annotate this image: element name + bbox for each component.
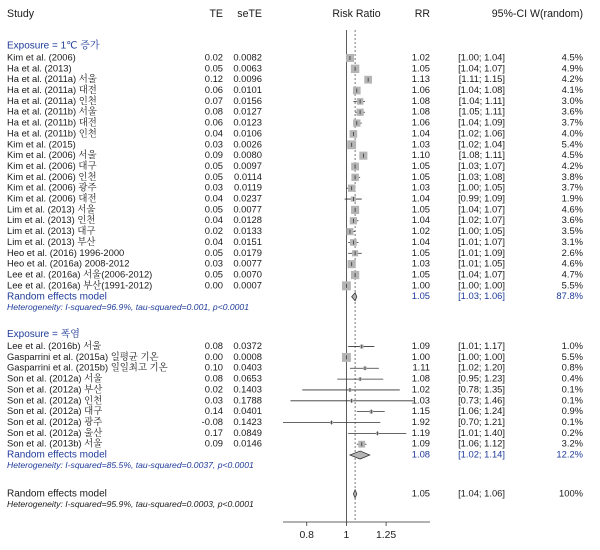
g1-study-2-te: 0.05 [204,62,223,74]
g1-study-13-sete: 0.0119 [234,181,262,193]
g1-study-13-label: Kim et al. (2006) 광주 [7,181,97,193]
g1-study-11-te: 0.05 [204,159,223,171]
g2-study-7-ci: [1.06; 1.24] [458,405,505,417]
g2-study-2-label: Gasparrini et al. (2015a) 일평균 기온 [7,350,159,362]
g2-study-3-ci: [1.02; 1.20] [458,361,505,373]
g2-study-6-weight: 0.1% [561,394,583,406]
x-tick-label-2: 1 [343,529,350,541]
g1-study-14-te: 0.04 [204,192,223,204]
g1-study-3-sete: 0.0096 [233,73,262,85]
g2-study-1-label: Lee et al. (2016b) 서울 [7,340,102,352]
g1-study-8-rr: 1.04 [411,127,430,139]
g1-study-22-te: 0.00 [204,279,223,291]
g1-study-12-ci: [1.03; 1.08] [458,170,505,182]
g2-study-7-weight: 0.9% [561,405,583,417]
g1-study-22-ci: [1.00; 1.00] [458,279,505,291]
g1-study-7-weight: 3.7% [561,116,583,128]
g1-study-5-rr: 1.08 [411,94,430,106]
g1-study-7-sete: 0.0123 [233,116,262,128]
g1-study-5-te: 0.07 [204,94,223,106]
g2-study-7-sete: 0.0401 [233,405,262,417]
g2-study-3-weight: 0.8% [561,361,583,373]
g2-study-6-rr: 1.03 [411,394,430,406]
g1-study-5-weight: 3.0% [561,94,583,106]
g2-study-10-te: 0.09 [204,437,223,449]
g2-study-2-sete: 0.0008 [233,350,262,362]
header-rr: RR [414,7,430,20]
g2-study-3-label: Gasparrini et al. (2015b) 일일최고 기온 [7,361,168,373]
g1-study-6-rr: 1.08 [411,105,430,117]
g1-study-16-label: Lim et al. (2013) 인천 [7,214,96,226]
g1-study-7-ci: [1.04; 1.09] [458,116,505,128]
group-2-summary-diamond [350,451,370,459]
g1-study-20-rr: 1.03 [411,257,430,269]
g1-study-7-te: 0.06 [204,116,223,128]
g1-study-15-rr: 1.05 [411,203,430,215]
g1-study-21-weight: 4.7% [561,268,583,280]
g1-study-4-weight: 4.1% [561,84,583,96]
g1-study-18-te: 0.04 [204,235,223,247]
group-1-title: Exposure = 1℃ 증가 [7,40,100,52]
g1-study-13-rr: 1.03 [411,181,430,193]
g1-study-21-ci: [1.04; 1.07] [458,268,505,280]
g1-study-15-ci: [1.04; 1.07] [458,203,505,215]
overall-summary-weight: 100% [559,487,583,499]
g2-study-6-label: Son et al. (2012a) 인천 [7,394,103,406]
g1-study-11-label: Kim et al. (2006) 대구 [7,159,97,171]
g2-study-10-rr: 1.09 [411,437,430,449]
g2-study-8-sete: 0.1423 [233,415,262,427]
g2-study-3-rr: 1.11 [412,361,430,373]
g2-study-4-weight: 0.4% [561,372,583,384]
g2-study-5-ci: [0.78; 1.35] [458,383,505,395]
g1-study-18-ci: [1.01; 1.07] [458,235,505,247]
g1-study-4-sete: 0.0101 [233,84,262,96]
g1-study-3-weight: 4.2% [561,73,583,85]
g2-study-9-ci: [1.01; 1.40] [458,426,505,438]
g1-study-16-ci: [1.02; 1.07] [458,214,505,226]
g1-study-18-label: Lim et al. (2013) 부산 [7,235,96,247]
g1-study-7-label: Ha et al. (2011b) 대전 [7,116,97,128]
g2-study-8-weight: 0.1% [561,415,583,427]
g1-study-7-rr: 1.06 [411,116,430,128]
g1-study-1-sete: 0.0082 [233,51,262,63]
g1-study-9-rr: 1.03 [411,138,430,150]
g2-study-1-rr: 1.09 [411,340,430,352]
g1-study-9-label: Kim et al. (2015) [7,138,76,150]
g1-study-5-ci: [1.04; 1.11] [458,94,505,106]
g1-study-19-weight: 2.6% [561,246,583,258]
g1-study-19-sete: 0.0179 [233,246,262,258]
g1-study-17-sete: 0.0133 [233,225,262,237]
g1-study-13-weight: 3.7% [561,181,583,193]
g2-study-5-label: Son et al. (2012a) 부산 [7,383,103,395]
g1-study-15-label: Lim et al. (2013) 서울 [7,203,96,215]
overall-summary-ci: [1.04; 1.06] [458,487,505,499]
g1-study-8-te: 0.04 [204,127,223,139]
g1-study-3-rr: 1.13 [411,73,430,85]
g1-study-4-ci: [1.04; 1.08] [458,84,505,96]
group-1-summary-diamond [352,293,357,301]
g2-study-2-rr: 1.00 [411,350,430,362]
g1-study-4-label: Ha et al. (2011a) 대전 [7,84,97,96]
g1-study-4-te: 0.06 [204,84,223,96]
g1-study-22-weight: 5.5% [561,279,583,291]
g1-study-11-sete: 0.0097 [233,159,262,171]
group-1-heterogeneity: Heterogeneity: I-squared=96.9%, tau-squared=0.001, p<0.0001 [7,301,249,312]
g1-study-2-weight: 4.9% [561,62,583,74]
group-2-summary-label: Random effects model [7,449,107,461]
g1-study-11-ci: [1.03; 1.07] [458,159,505,171]
g1-study-17-te: 0.02 [204,225,223,237]
g1-study-13-ci: [1.00; 1.05] [458,181,505,193]
g2-study-4-sete: 0.0653 [233,372,262,384]
g1-study-10-rr: 1.10 [411,149,430,161]
g1-study-9-ci: [1.02; 1.04] [458,138,505,150]
g2-study-2-te: 0.00 [204,350,223,362]
g1-study-15-sete: 0.0077 [233,203,262,215]
g1-study-15-te: 0.05 [204,203,223,215]
g1-study-12-te: 0.05 [204,170,223,182]
g1-study-8-label: Ha et al. (2011b) 인천 [7,127,97,139]
g1-study-1-label: Kim et al. (2006) [7,51,76,63]
group-2-summary-weight: 12.2% [556,448,583,460]
g1-study-20-te: 0.03 [204,257,223,269]
g1-study-16-te: 0.04 [204,214,223,226]
g1-study-9-sete: 0.0026 [233,138,262,150]
g1-study-8-ci: [1.02; 1.06] [458,127,505,139]
g1-study-16-sete: 0.0128 [233,214,262,226]
g1-study-10-ci: [1.08; 1.11] [458,149,505,161]
g1-study-15-weight: 4.6% [561,203,583,215]
group-2-summary-rr: 1.08 [411,448,430,460]
header-ci-weight: 95%-CI W(random) [491,7,583,20]
g1-study-20-label: Heo et al. (2016a) 2008-2012 [7,257,130,269]
group-2-summary-ci: [1.02; 1.14] [458,448,505,460]
g2-study-10-sete: 0.0146 [233,437,262,449]
g1-study-20-ci: [1.01; 1.05] [458,257,505,269]
overall-summary-rr: 1.05 [411,487,430,499]
g1-study-17-ci: [1.00; 1.05] [458,225,505,237]
g1-study-18-rr: 1.04 [411,235,430,247]
g1-study-8-weight: 4.0% [561,127,583,139]
g2-study-1-sete: 0.0372 [233,340,262,352]
g1-study-6-sete: 0.0127 [233,105,262,117]
g1-study-14-weight: 1.9% [561,192,583,204]
g1-study-10-te: 0.09 [204,149,223,161]
g1-study-16-weight: 3.6% [561,214,583,226]
g1-study-9-te: 0.03 [204,138,223,150]
g2-study-9-weight: 0.2% [561,426,583,438]
g1-study-19-label: Heo et al. (2016) 1996-2000 [7,246,125,258]
g1-study-12-sete: 0.0114 [234,170,262,182]
g1-study-21-te: 0.05 [204,268,223,280]
g1-study-16-rr: 1.04 [411,214,430,226]
g1-study-3-te: 0.12 [204,73,223,85]
g1-study-10-label: Kim et al. (2006) 서울 [7,149,97,161]
g1-study-18-sete: 0.0151 [233,235,262,247]
g2-study-4-te: 0.08 [204,372,223,384]
overall-heterogeneity: Heterogeneity: I-squared=95.9%, tau-squared=0.0003, p<0.0001 [7,499,254,510]
g1-study-2-label: Ha et al. (2013) [7,62,72,74]
g1-study-10-sete: 0.0080 [233,149,262,161]
group-1-summary-ci: [1.03; 1.06] [458,290,505,302]
g2-study-9-te: 0.17 [204,426,223,438]
g2-study-7-label: Son et al. (2012a) 대구 [7,405,103,417]
g1-study-19-te: 0.05 [204,246,223,258]
g1-study-12-weight: 3.8% [561,170,583,182]
g1-study-10-weight: 4.5% [561,149,583,161]
g1-study-20-sete: 0.0077 [233,257,262,269]
g1-study-1-rr: 1.02 [411,51,430,63]
g1-study-6-label: Ha et al. (2011b) 서울 [7,105,97,117]
group-1-summary-weight: 87.8% [556,290,583,302]
header-risk-ratio: Risk Ratio [332,7,381,20]
g2-study-4-label: Son et al. (2012a) 서울 [7,372,103,384]
g2-study-3-sete: 0.0403 [233,361,262,373]
g2-study-5-te: 0.02 [204,383,223,395]
g1-study-11-rr: 1.05 [411,159,430,171]
g1-study-21-label: Lee et al. (2016a) 서울(2006-2012) [7,268,153,280]
g1-study-13-te: 0.03 [204,181,223,193]
g2-study-2-weight: 5.5% [561,350,583,362]
g1-study-6-weight: 3.6% [561,105,583,117]
g1-study-1-ci: [1.00; 1.04] [458,51,505,63]
g1-study-14-ci: [0.99; 1.09] [458,192,505,204]
g1-study-1-te: 0.02 [204,51,223,63]
g2-study-5-rr: 1.02 [411,383,430,395]
g1-study-18-weight: 3.1% [561,235,583,247]
g1-study-3-label: Ha et al. (2011a) 서울 [7,73,97,85]
g1-study-3-ci: [1.11; 1.15] [458,73,505,85]
g2-study-8-ci: [0.70; 1.21] [458,415,505,427]
g1-study-19-rr: 1.05 [411,246,430,258]
g1-study-1-weight: 4.5% [561,51,583,63]
g1-study-12-label: Kim et al. (2006) 인천 [7,170,97,182]
g1-study-22-label: Lee et al. (2016a) 부산(1991-2012) [7,279,153,291]
group-1-summary-label: Random effects model [7,291,107,303]
g1-study-22-rr: 1.00 [411,279,430,291]
g2-study-10-ci: [1.06; 1.12] [458,437,505,449]
g1-study-9-weight: 5.4% [561,138,583,150]
g2-study-8-rr: 1.92 [411,415,430,427]
g2-study-7-rr: 1.15 [411,405,430,417]
g1-study-2-rr: 1.05 [411,62,430,74]
g1-study-14-label: Kim et al. (2006) 대전 [7,192,97,204]
g1-study-4-rr: 1.06 [411,84,430,96]
g2-study-6-te: 0.03 [204,394,223,406]
g1-study-22-sete: 0.0007 [233,279,262,291]
g1-study-6-te: 0.08 [204,105,223,117]
g1-study-2-ci: [1.04; 1.07] [458,62,505,74]
g2-study-1-ci: [1.01; 1.17] [458,340,505,352]
g2-study-10-label: Son et al. (2013b) 서울 [7,437,103,449]
overall-summary-diamond [353,490,356,498]
g1-study-14-rr: 1.04 [411,192,430,204]
g1-study-12-rr: 1.05 [411,170,430,182]
header-te: TE [209,7,223,20]
g1-study-21-sete: 0.0070 [233,268,262,280]
g2-study-9-sete: 0.0849 [233,426,262,438]
overall-summary-label: Random effects model [7,488,107,500]
group-2-heterogeneity: Heterogeneity: I-squared=85.5%, tau-squared=0.0037, p<0.0001 [7,460,254,471]
header-study: Study [7,7,35,20]
g2-study-1-weight: 1.0% [561,340,583,352]
g1-study-20-weight: 4.6% [561,257,583,269]
header-sete: seTE [237,7,262,20]
g2-study-8-label: Son et al. (2012a) 광주 [7,415,103,427]
g2-study-9-label: Son et al. (2012a) 울산 [7,426,103,438]
g1-study-17-weight: 3.5% [561,225,583,237]
group-2-title: Exposure = 폭염 [7,329,80,341]
g2-study-9-rr: 1.19 [411,426,430,438]
g2-study-7-te: 0.14 [204,405,223,417]
group-1-summary-rr: 1.05 [411,290,430,302]
g2-study-5-sete: 0.1403 [233,383,262,395]
x-tick-label-3: 1.25 [375,529,397,541]
g1-study-17-rr: 1.02 [411,225,430,237]
g1-study-17-label: Lim et al. (2013) 대구 [7,225,96,237]
g2-study-1-te: 0.08 [204,340,223,352]
x-tick-label-1: 0.8 [299,529,314,541]
g1-study-2-sete: 0.0063 [233,62,262,74]
g1-study-14-sete: 0.0237 [233,192,262,204]
g2-study-2-ci: [1.00; 1.00] [458,350,505,362]
g2-study-6-sete: 0.1788 [233,394,262,406]
g2-study-4-ci: [0.95; 1.23] [458,372,505,384]
g2-study-10-weight: 3.2% [561,437,583,449]
g1-study-19-ci: [1.01; 1.09] [458,246,505,258]
g1-study-6-ci: [1.05; 1.11] [458,105,505,117]
g2-study-8-te: -0.08 [201,415,223,427]
g2-study-6-ci: [0.73; 1.46] [458,394,505,406]
g2-study-4-rr: 1.08 [411,372,430,384]
g1-study-11-weight: 4.2% [561,159,583,171]
g2-study-3-te: 0.10 [204,361,223,373]
g1-study-5-label: Ha et al. (2011a) 인천 [7,94,97,106]
g2-study-5-weight: 0.1% [561,383,583,395]
g1-study-21-rr: 1.05 [411,268,430,280]
g1-study-5-sete: 0.0156 [233,94,262,106]
g1-study-8-sete: 0.0106 [233,127,262,139]
